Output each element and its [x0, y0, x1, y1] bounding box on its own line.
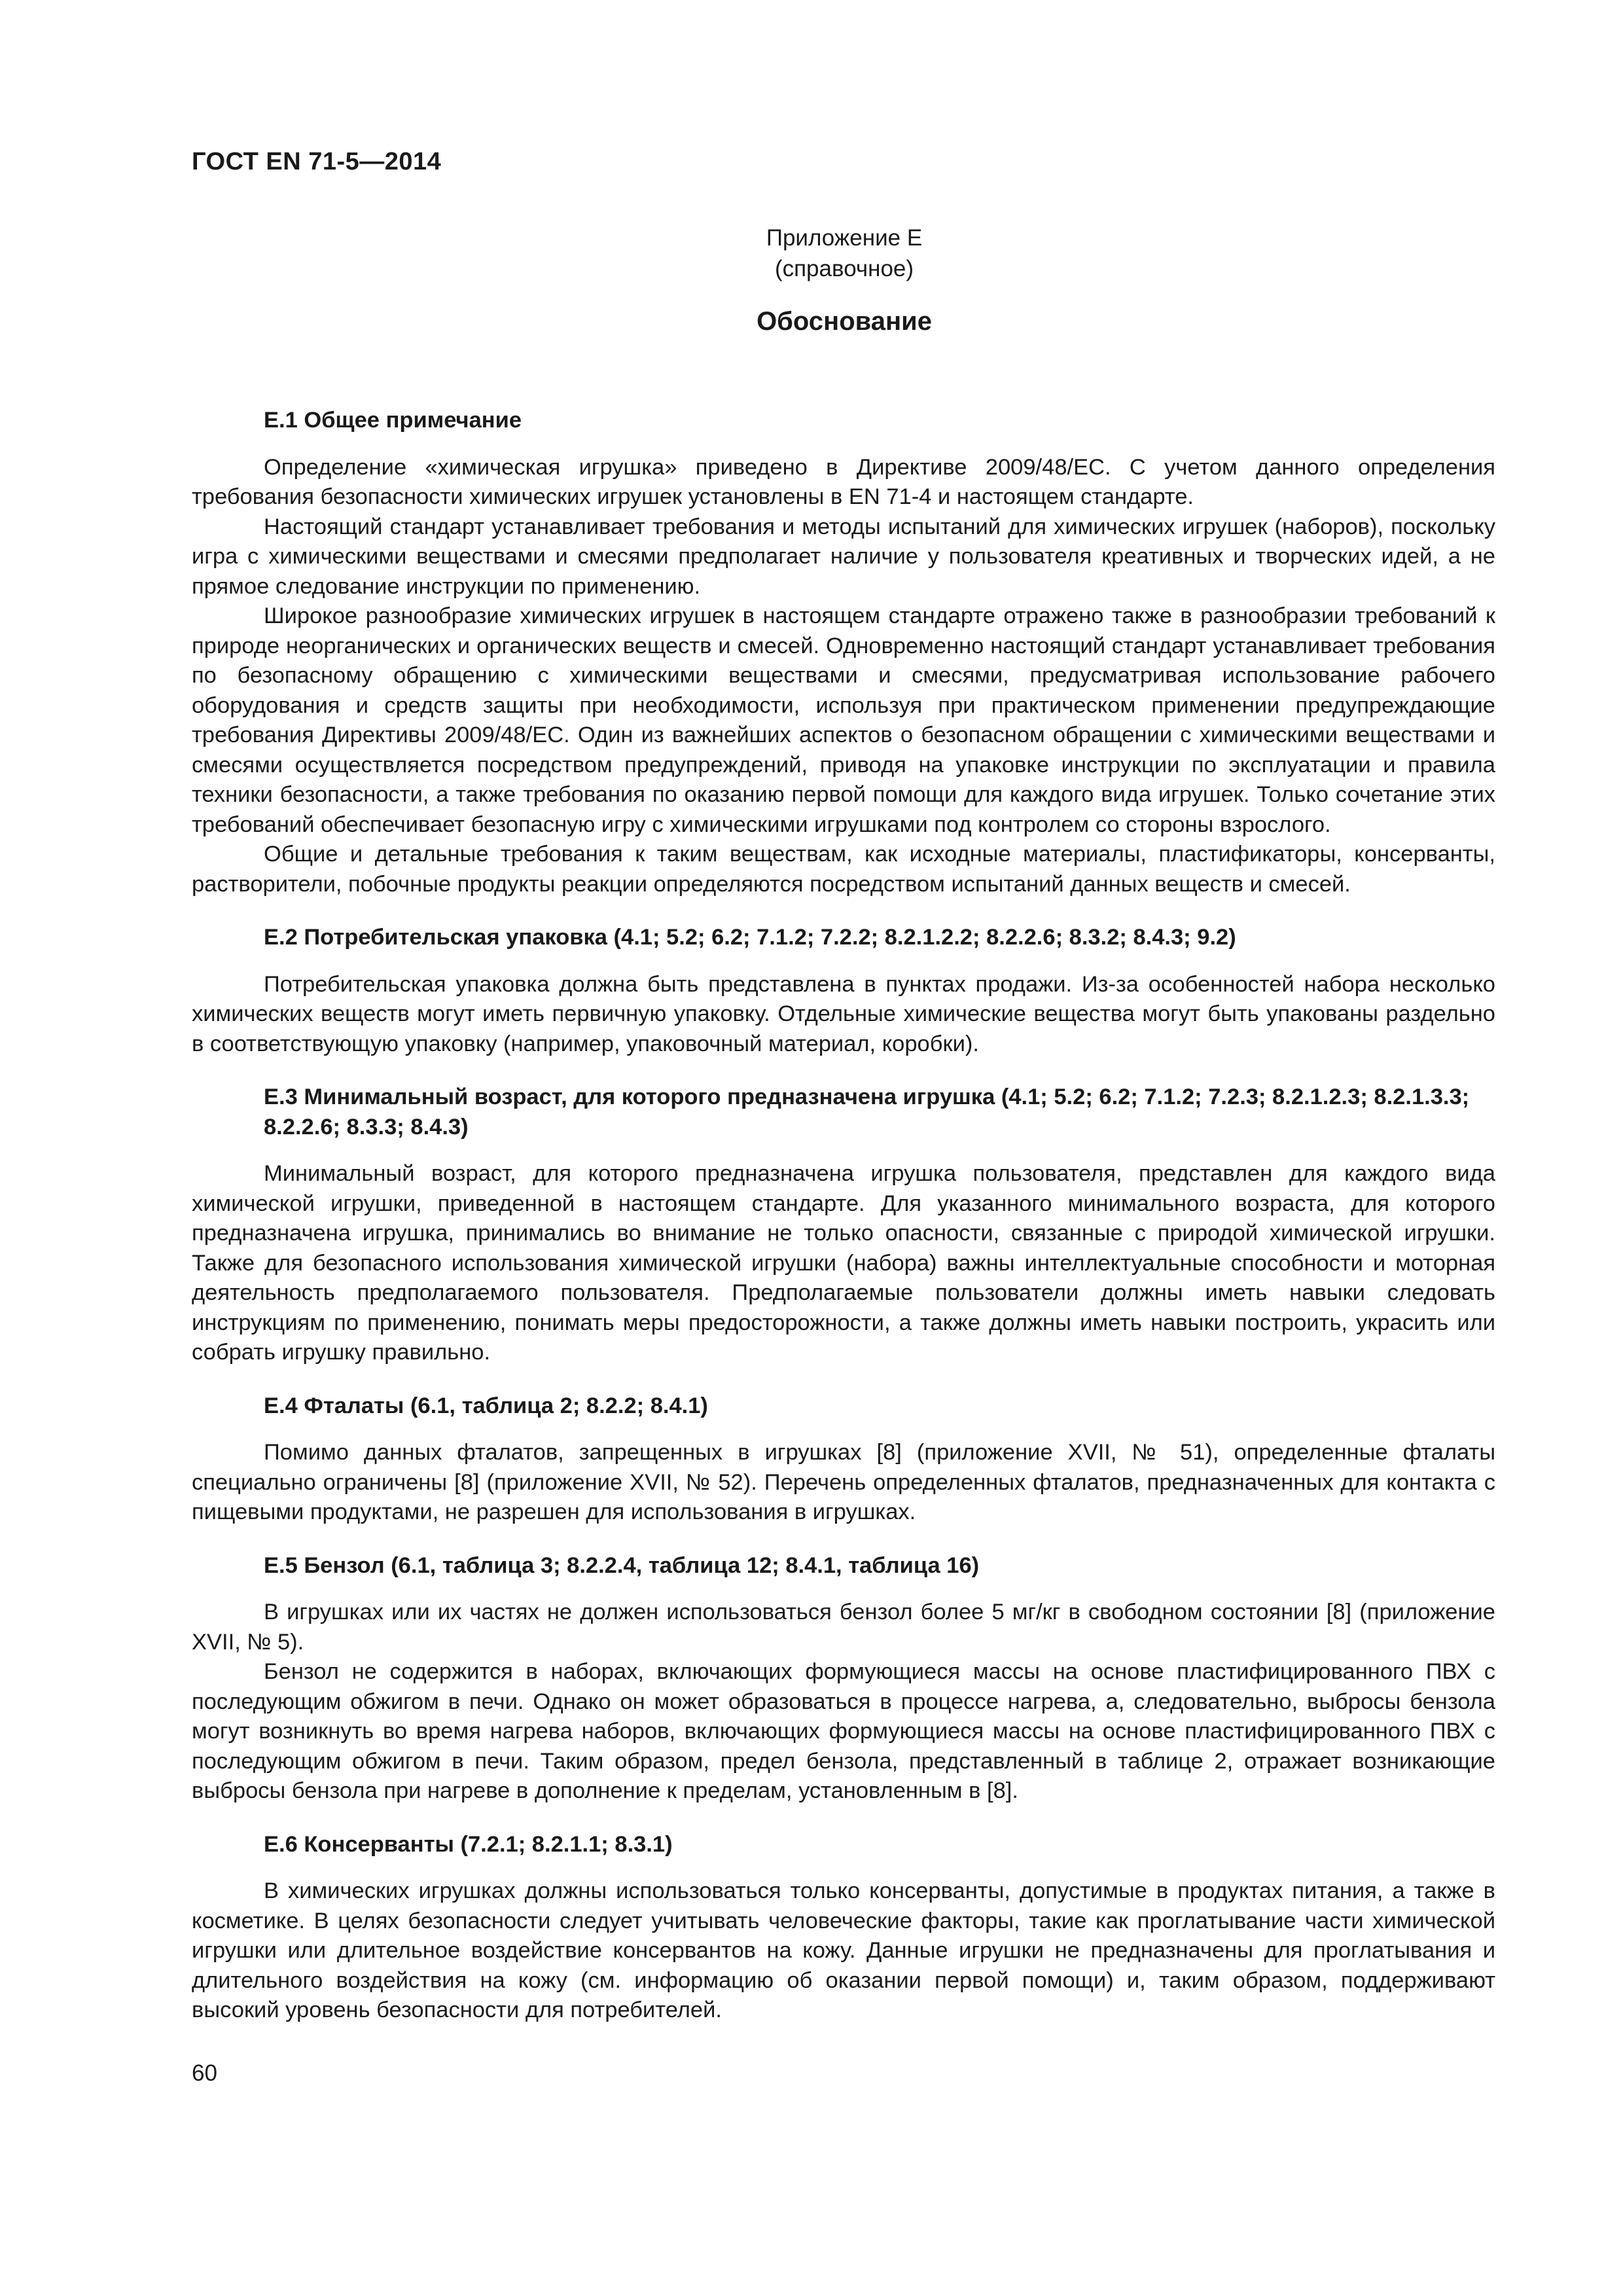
paragraph: Определение «химическая игрушка» приведено в Директиве 2009/48/ЕС. С учетом данного определения требования безопасности химических игрушек установлены в EN 71-4 и настоящем стандарте.: [192, 454, 1495, 509]
appendix-label: Приложение Е: [766, 225, 923, 251]
paragraph: Минимальный возраст, для которого предназначена игрушка пользователя, представлен для каждого вида химической игрушки, приведенной в настоящем стандарте. Для указанного минимального возраста, для которого предназначена игрушка, принимались во внимание не только опасности, связанные с природой химической игрушки. Также для безопасного использования химической игрушки (набора) важны интеллектуальные способности и моторная деятельность предполагаемого пользователя. Предполагаемые пользователи должны иметь навыки следовать инструкциям по применению, понимать меры предосторожности, а также должны иметь навыки построить, украсить или собрать игрушку правильно.: [192, 1161, 1495, 1365]
paragraph: Настоящий стандарт устанавливает требования и методы испытаний для химических игрушек (наборов), поскольку игра с химическими веществами и смесями предполагает наличие у пользователя креативных и творческих идей, а не прямое следование инструкции по применению.: [192, 514, 1495, 599]
section-heading-e4: Е.4 Фталаты (6.1, таблица 2; 8.2.2; 8.4.1): [264, 1393, 708, 1418]
paragraph: Бензол не содержится в наборах, включающих формующиеся массы на основе пластифицированного ПВХ с последующим обжигом в печи. Однако он может образоваться в процессе нагрева, а, следовательно, выбросы бензола могут возникнуть во время нагрева наборов, включающих формующиеся массы на основе пластифицированного ПВХ с последующим обжигом в печи. Таким образом, предел бензола, представленный в таблице 2, отражает возникающие выбросы бензола при нагреве в дополнение к пределам, установленным в [8].: [192, 1659, 1495, 1803]
appendix-type: (справочное): [774, 256, 914, 281]
appendix-header: [190, 223, 1499, 337]
section-heading-e2: Е.2 Потребительская упаковка (4.1; 5.2; 6.2; 7.1.2; 7.2.2; 8.2.1.2.2; 8.2.2.6; 8.3.2; 8.4.3; 9.2): [264, 925, 1236, 950]
paragraph: Общие и детальные требования к таким веществам, как исходные материалы, пластификаторы, консерванты, растворители, побочные продукты реакции определяются посредством испытаний данных веществ и смесей.: [192, 842, 1495, 897]
paragraph: Потребительская упаковка должна быть представлена в пунктах продажи. Из-за особенностей набора несколько химических веществ могут иметь первичную упаковку. Отдельные химические вещества могут быть упакованы раздельно в соответствующую упаковку (например, упаковочный материал, коробки).: [192, 971, 1495, 1056]
appendix-title: Обоснование: [757, 307, 932, 336]
paragraph: Помимо данных фталатов, запрещенных в игрушках [8] (приложение XVII, № 51), определенные фталаты специально ограничены [8] (приложение XVII, № 52). Перечень определенных фталатов, предназначенных для контакта с пищевыми продуктами, не разрешен для использования в игрушках.: [192, 1440, 1495, 1524]
section-heading-e3: Е.3 Минимальный возраст, для которого предназначена игрушка (4.1; 5.2; 6.2; 7.1.2; 7.2.3; 8.2.1.2.3; 8.2.1.3.3; 8.2.2.6; 8.3.3; 8.4.3): [264, 1085, 1470, 1139]
document-body: [192, 406, 1495, 2026]
section-heading-e1: Е.1 Общее примечание: [264, 408, 522, 433]
document-code: ГОСТ EN 71-5—2014: [192, 148, 442, 175]
paragraph: В игрушках или их частях не должен использоваться бензол более 5 мг/кг в свободном состоянии [8] (приложение XVII, № 5).: [192, 1600, 1495, 1655]
section-heading-e5: Е.5 Бензол (6.1, таблица 3; 8.2.2.4, таблица 12; 8.4.1, таблица 16): [264, 1552, 980, 1578]
paragraph: В химических игрушках должны использоваться только консерванты, допустимые в продуктах питания, а также в косметике. В целях безопасности следует учитывать человеческие факторы, такие как проглатывание части химической игрушки или длительное воздействие консервантов на кожу. Данные игрушки не предназначены для проглатывания и длительного воздействия на кожу (см. информацию об оказании первой помощи) и, таким образом, поддерживают высокий уровень безопасности для потребителей.: [192, 1878, 1495, 2022]
paragraph: Широкое разнообразие химических игрушек в настоящем стандарте отражено также в разнообразии требований к природе неорганических и органических веществ и смесей. Одновременно настоящий стандарт устанавливает требования по безопасному обращению с химическими веществами и смесями, предусматривая использование рабочего оборудования и средств защиты при необходимости, используя при практическом применении предупреждающие требования Директивы 2009/48/ЕС. Один из важнейших аспектов о безопасном обращении с химическими веществами и смесями осуществляется посредством предупреждений, приводя на упаковке инструкции по эксплуатации и правила техники безопасности, а также требования по оказанию первой помощи для каждого вида игрушек. Только сочетание этих требований обеспечивает безопасную игру с химическими игрушками под контролем со стороны взрослого.: [192, 603, 1495, 837]
page-number: 60: [192, 2060, 217, 2086]
section-heading-e6: Е.6 Консерванты (7.2.1; 8.2.1.1; 8.3.1): [264, 1831, 673, 1857]
